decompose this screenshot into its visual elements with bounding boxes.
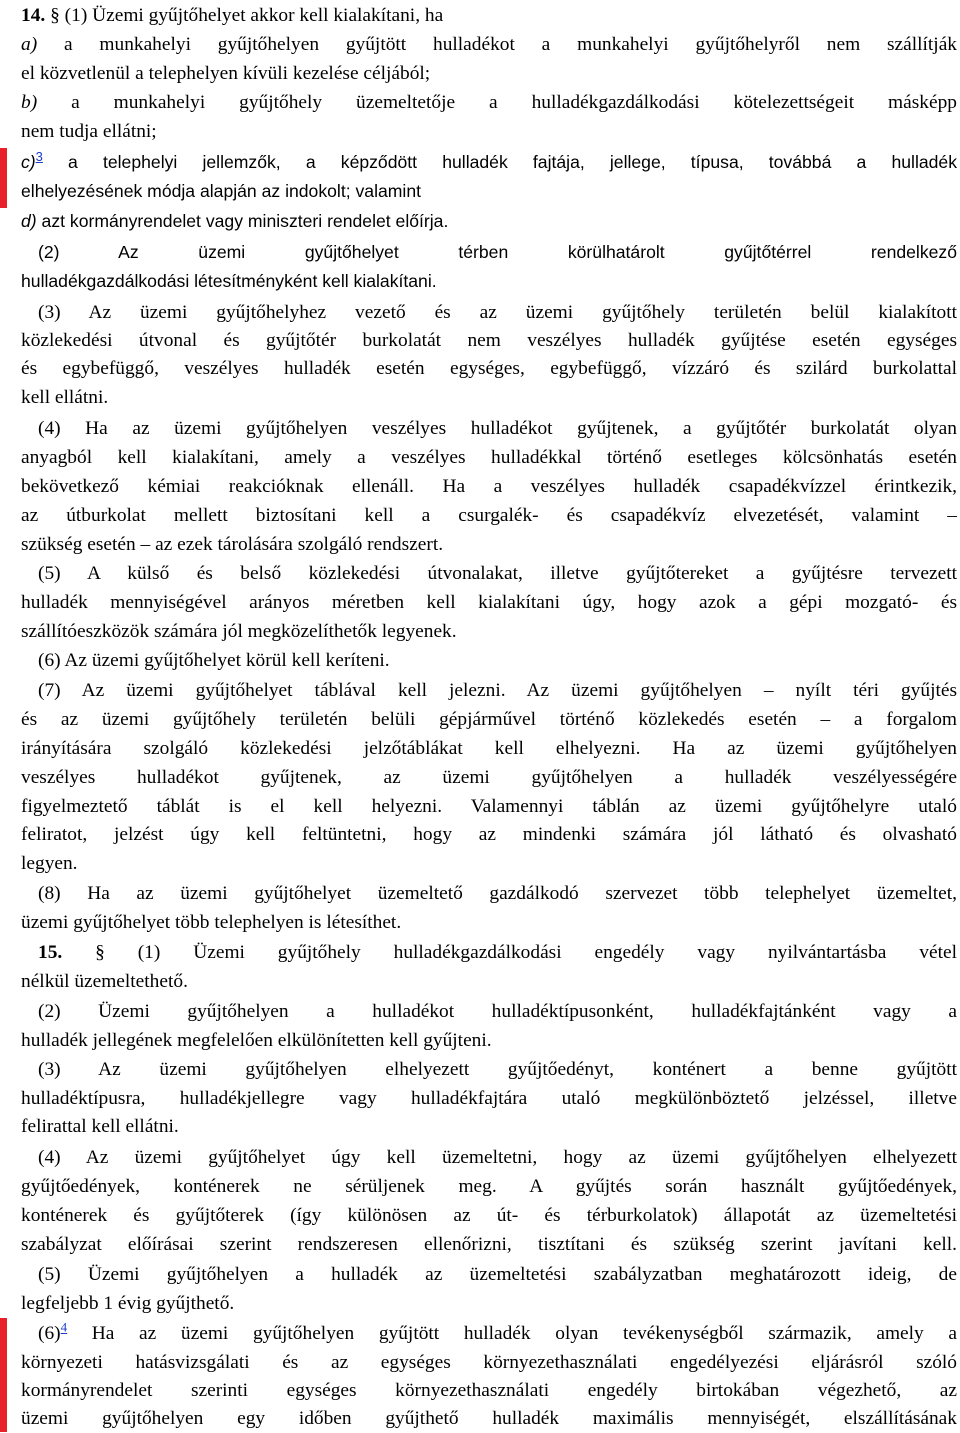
s14-p5-line-1 — [21, 559, 957, 588]
s15-p3-line-2 — [21, 1084, 957, 1113]
point-label: c) — [21, 152, 36, 172]
paragraph-text: üzemi gyűjtőhelyet több telephelyen is létesíthet. — [21, 912, 402, 933]
paragraph-text: anyagból kell kialakítani, amely a veszélyes hulladékkal történő esetleges kölcsönhatás esetén — [21, 447, 957, 468]
s14-p3-line-4 — [21, 383, 957, 412]
section-14-heading — [21, 1, 957, 30]
s15-p1-line-2 — [21, 967, 957, 996]
section-sign: § — [95, 942, 105, 963]
paragraph-text: az útburkolat mellett biztosítani kell a csurgalék- és csapadékvíz elvezetését, valamint – — [21, 505, 957, 526]
s14-p7-line-4 — [21, 763, 957, 792]
paragraph-text: irányítására szolgáló közlekedési jelzőtáblákat kell elhelyezni. Ha az üzemi gyűjtőhelyen — [21, 738, 957, 759]
paragraph-text: (7) Az üzemi gyűjtőhelyet táblával kell jelezni. Az üzemi gyűjtőhelyen – nyílt téri gyűjtés — [38, 680, 957, 701]
s15-p3-line-1 — [21, 1055, 957, 1084]
s14-p7-line-3 — [21, 734, 957, 763]
point-b-line-1 — [21, 88, 957, 117]
paragraph-text: (2) Üzemi gyűjtőhelyen a hulladékot hulladéktípusonként, hulladékfajtánként vagy a — [38, 1001, 957, 1022]
s15-p5-line-2 — [21, 1289, 957, 1318]
s14-p7-line-2 — [21, 705, 957, 734]
point-text: a munkahelyi gyűjtőhely üzemeltetője a hulladékgazdálkodási kötelezettségeit másképp — [37, 92, 957, 113]
paragraph-text: kell ellátni. — [21, 387, 109, 408]
paragraph-text: legyen. — [21, 853, 78, 874]
point-text: el közvetlenül a telephelyen kívüli kezelése céljából; — [21, 63, 431, 84]
s15-p6-line-2 — [21, 1348, 957, 1377]
point-text: a telephelyi jellemzők, a képződött hulladék fajtája, jellege, típusa, továbbá a hulladék — [42, 152, 957, 172]
paragraph-text: (2) Az üzemi gyűjtőhelyet térben körülhatárolt gyűjtőtérrel rendelkező — [38, 242, 957, 262]
s14-p7-line-5 — [21, 792, 957, 821]
paragraph-text: (1) Üzemi gyűjtőhely hulladékgazdálkodási engedély vagy nyilvántartásba vétel — [104, 942, 957, 963]
point-c-line-1 — [21, 148, 957, 177]
paragraph-text: legfeljebb 1 évig gyűjthető. — [21, 1293, 235, 1314]
paragraph-text: hulladék jellegének megfelelően elkülönítetten kell gyűjteni. — [21, 1030, 492, 1051]
s15-p4-line-3 — [21, 1201, 957, 1230]
s15-p6-line-3 — [21, 1376, 957, 1405]
paragraph-text: szükség esetén – az ezek tárolására szolgáló rendszert. — [21, 534, 444, 555]
s14-p3-line-2 — [21, 326, 957, 355]
paragraph-text: hulladék mennyiségével arányos méretben kell kialakítani úgy, hogy azok a gépi mozgató- és — [21, 592, 957, 613]
section-sign: § — [50, 5, 60, 26]
s15-p4-line-2 — [21, 1172, 957, 1201]
s14-p2-line-2 — [21, 267, 957, 296]
paragraph-text: (3) Az üzemi gyűjtőhelyhez vezető és az üzemi gyűjtőhely területén belül kialakított — [38, 302, 957, 323]
s14-p5-line-2 — [21, 588, 957, 617]
point-text: elhelyezésének módja alapján az indokolt; valamint — [21, 181, 422, 201]
s15-p3-line-3 — [21, 1112, 957, 1141]
paragraph-text: feliratot, jelzést úgy kell feltüntetni, hogy az mindenki számára jól látható és olvasható — [21, 824, 957, 845]
s15-p2-line-1 — [21, 997, 957, 1026]
point-label: a) — [21, 34, 38, 55]
point-text: a munkahelyi gyűjtőhelyen gyűjtött hulladékot a munkahelyi gyűjtőhelyről nem szállítják — [37, 34, 957, 55]
section-number: 14. — [21, 5, 46, 26]
paragraph-text: figyelmeztető táblát is el kell helyezni. Valamennyi táblán az üzemi gyűjtőhelyre utaló — [21, 796, 957, 817]
s14-p8-line-1 — [21, 879, 957, 908]
s14-p3-line-1 — [21, 298, 957, 327]
s15-p6-line-1 — [21, 1319, 957, 1348]
paragraph-text: és az üzemi gyűjtőhely területén belüli gépjárművel történő közlekedés esetén – a forgalom — [21, 709, 957, 730]
paragraph-text: szabályzat előírásai szerint rendszeresen ellenőrizni, tisztítani és szükség szerint javítani kell. — [21, 1234, 957, 1255]
section-15-heading — [21, 938, 957, 967]
s14-p5-line-3 — [21, 617, 957, 646]
paragraph-text: (4) Az üzemi gyűjtőhelyet úgy kell üzemeltetni, hogy az üzemi gyűjtőhelyen elhelyezett — [38, 1147, 957, 1168]
paragraph-text: Ha az üzemi gyűjtőhelyen gyűjtött hulladék olyan tevékenységből származik, amely a — [67, 1323, 957, 1344]
footnote-link-3[interactable]: 3 — [35, 149, 43, 165]
paragraph-text: veszélyes hulladékot gyűjtenek, az üzemi gyűjtőhelyen a hulladék veszélyességére — [21, 767, 957, 788]
paragraph-text: gyűjtőedények, konténerek ne sérüljenek meg. A gyűjtés során használt gyűjtőedények, — [21, 1176, 957, 1197]
paragraph-text: és egybefüggő, veszélyes hulladék esetén egységes, egybefüggő, vízzáró és szilárd burkolattal — [21, 358, 957, 379]
point-text: nem tudja ellátni; — [21, 121, 157, 142]
change-marker-c — [0, 148, 7, 208]
paragraph-text: bekövetkező kémiai reakcióknak ellenáll. Ha a veszélyes hulladék csapadékvízzel érintkezik, — [21, 476, 957, 497]
paragraph-text: hulladéktípusra, hulladékjellegre vagy hulladékfajtára utaló megkülönböztető jelzéssel, illetve — [21, 1088, 957, 1109]
s14-p8-line-2 — [21, 908, 957, 937]
paragraph-text: (8) Ha az üzemi gyűjtőhelyet üzemeltető gazdálkodó szervezet több telephelyet üzemeltet, — [38, 883, 957, 904]
paragraph-text: nélkül üzemeltethető. — [21, 971, 188, 992]
paragraph-text: üzemi gyűjtőhelyen egy időben gyűjthető hulladék maximális mennyiségét, elszállításának — [21, 1408, 957, 1429]
s15-p6-line-4 — [21, 1404, 957, 1433]
s14-p7-line-7 — [21, 849, 957, 878]
point-label: b) — [21, 92, 38, 113]
paragraph-text: konténerek és gyűjtőterek (így különösen az út- és térburkolatok) állapotát az üzemeltetési — [21, 1205, 957, 1226]
point-label: d) — [21, 211, 37, 231]
paragraph-text: (6) Az üzemi gyűjtőhelyet körül kell keríteni. — [38, 650, 390, 671]
section-number: 15. — [38, 942, 63, 963]
paragraph-text: hulladékgazdálkodási létesítményként kell kialakítani. — [21, 271, 437, 291]
s15-p4-line-4 — [21, 1230, 957, 1259]
paragraph-text: (5) A külső és belső közlekedési útvonalakat, illetve gyűjtőtereket a gyűjtésre tervezett — [38, 563, 957, 584]
point-d-line-1 — [21, 207, 957, 236]
s15-p5-line-1 — [21, 1260, 957, 1289]
paragraph-text: (4) Ha az üzemi gyűjtőhelyen veszélyes hulladékot gyűjtenek, a gyűjtőtér burkolatát olyan — [38, 418, 957, 439]
s14-p3-line-3 — [21, 354, 957, 383]
point-a-line-2 — [21, 59, 957, 88]
s14-p4-line-1 — [21, 414, 957, 443]
paragraph-text: (5) Üzemi gyűjtőhelyen a hulladék az üzemeltetési szabályzatban meghatározott ideig, de — [38, 1264, 957, 1285]
paragraph-text: felirattal kell ellátni. — [21, 1116, 179, 1137]
point-c-line-2 — [21, 177, 957, 206]
footnote-link-4[interactable]: 4 — [60, 1319, 68, 1335]
s14-p7-line-6 — [21, 820, 957, 849]
s14-p2-line-1 — [21, 238, 957, 267]
paragraph-text: környezeti hatásvizsgálati és az egységes környezethasználati engedélyezési eljárásról szóló — [21, 1352, 957, 1373]
paragraph-text: kormányrendelet szerinti egységes környezethasználati engedély birtokában végezhető, az — [21, 1380, 957, 1401]
paragraph-text: (1) Üzemi gyűjtőhelyet akkor kell kialakítani, ha — [59, 5, 444, 26]
change-marker-p6 — [0, 1318, 7, 1432]
s15-p2-line-2 — [21, 1026, 957, 1055]
s14-p4-line-5 — [21, 530, 957, 559]
s14-p4-line-2 — [21, 443, 957, 472]
s14-p4-line-4 — [21, 501, 957, 530]
paragraph-text: szállítóeszközök számára jól megközelíthetők legyenek. — [21, 621, 457, 642]
paragraph-label: (6) — [38, 1323, 61, 1344]
s14-p7-line-1 — [21, 676, 957, 705]
paragraph-text: (3) Az üzemi gyűjtőhelyen elhelyezett gyűjtőedényt, konténert a benne gyűjtött — [38, 1059, 957, 1080]
point-text: azt kormányrendelet vagy miniszteri rendelet előírja. — [36, 211, 449, 231]
paragraph-text: közlekedési útvonal és gyűjtőtér burkolatát nem veszélyes hulladék gyűjtése esetén egységes — [21, 330, 957, 351]
point-b-line-2 — [21, 117, 957, 146]
s15-p4-line-1 — [21, 1143, 957, 1172]
point-a-line-1 — [21, 30, 957, 59]
s14-p4-line-3 — [21, 472, 957, 501]
s14-p6-line-1 — [21, 646, 957, 675]
